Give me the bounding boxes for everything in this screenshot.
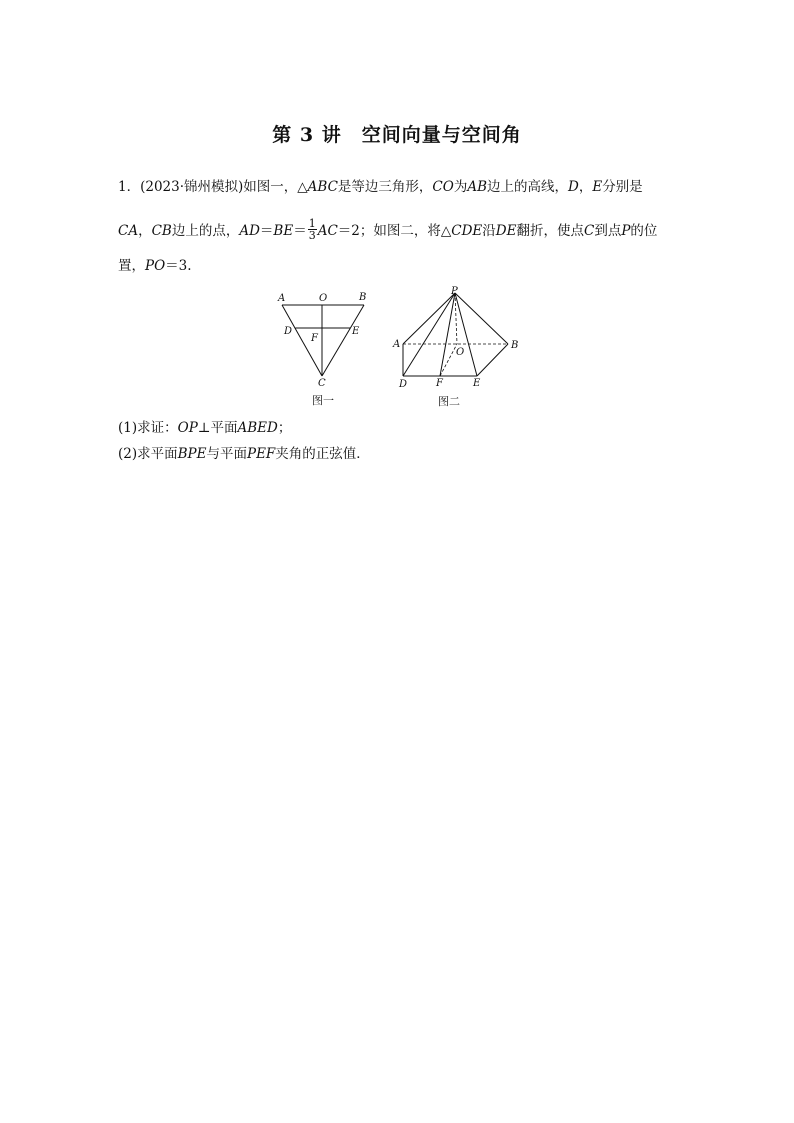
problem-text: 到点 xyxy=(594,223,622,239)
question-text: ； xyxy=(277,420,292,436)
question-text: 夹角的正弦值． xyxy=(275,446,370,462)
problem-text: 为 xyxy=(453,179,468,195)
label-d: D xyxy=(284,326,293,337)
problem-text: ， xyxy=(578,179,593,195)
equals-sign: ＝ xyxy=(293,223,307,239)
problem-text: ＝2；如图二，将△ xyxy=(337,223,452,239)
problem-text: ＝3. xyxy=(165,258,192,274)
problem-text: 分别是 xyxy=(602,179,643,195)
math-c: C xyxy=(583,223,595,239)
segment-eb xyxy=(477,344,508,376)
question-text: ⊥平面 xyxy=(197,420,238,436)
problem-text: ， xyxy=(138,223,152,239)
fraction-one-third xyxy=(308,218,317,241)
figure-2 xyxy=(388,284,528,414)
label-o: O xyxy=(456,347,465,358)
math-ac: AC xyxy=(317,223,338,239)
math-ca: CA xyxy=(118,223,139,239)
label-o: O xyxy=(319,293,328,304)
question-text: (2)求平面 xyxy=(118,446,178,462)
segment-pb xyxy=(455,293,508,344)
label-b: B xyxy=(359,292,367,303)
page-title: 第 3 讲 空间向量与空间角 xyxy=(272,124,522,146)
question-1 xyxy=(118,418,291,438)
label-d: D xyxy=(399,379,408,390)
label-f: F xyxy=(436,378,443,389)
label-e: E xyxy=(352,326,360,337)
math-op: OP xyxy=(177,420,198,436)
label-a: A xyxy=(278,293,286,304)
math-d: D xyxy=(568,179,579,195)
problem-text: 边上的点， xyxy=(171,223,240,239)
problem-source: (2023·锦州模拟) xyxy=(140,179,244,195)
problem-text: 置， xyxy=(118,258,145,274)
math-ab: AB xyxy=(467,179,487,195)
problem-text: 如图一，△ xyxy=(243,179,308,195)
question-text: 与平面 xyxy=(206,446,247,462)
equals-sign: ＝ xyxy=(259,223,274,239)
segment-bc xyxy=(322,305,364,376)
problem-line-3 xyxy=(118,256,192,276)
problem-line-1 xyxy=(118,177,643,197)
question-text: (1)求证： xyxy=(118,420,178,436)
segment-pe xyxy=(455,293,477,376)
fraction-denominator: 3 xyxy=(308,229,316,242)
math-ad: AD xyxy=(239,223,260,239)
math-p: P xyxy=(621,223,631,239)
figure-2-caption: 图二 xyxy=(438,395,460,408)
math-pef: PEF xyxy=(246,446,276,462)
problem-text: 边上的高线， xyxy=(487,179,568,195)
problem-text: 沿 xyxy=(482,223,496,239)
math-bpe: BPE xyxy=(177,446,207,462)
problem-text: 的位 xyxy=(630,223,658,239)
math-co: CO xyxy=(432,179,454,195)
problem-text: 是等边三角形， xyxy=(337,179,433,195)
label-e: E xyxy=(473,378,481,389)
math-abc: ABC xyxy=(307,179,338,195)
fraction-numerator: 1 xyxy=(308,217,316,230)
math-e: E xyxy=(592,179,603,195)
math-po: PO xyxy=(145,258,166,274)
label-c: C xyxy=(318,378,326,389)
question-2 xyxy=(118,444,370,464)
problem-line-2 xyxy=(118,217,658,243)
label-p: P xyxy=(451,286,458,297)
math-abed: ABED xyxy=(237,420,278,436)
problem-text: 翻折，使点 xyxy=(516,223,584,239)
figure-1 xyxy=(270,288,380,413)
label-a: A xyxy=(393,339,401,350)
figure-1-caption: 图一 xyxy=(312,394,334,407)
math-de: DE xyxy=(495,223,517,239)
label-f: F xyxy=(311,333,318,344)
problem-number: 1． xyxy=(118,179,141,195)
math-cde: CDE xyxy=(451,223,483,239)
label-b: B xyxy=(511,340,519,351)
math-be: BE xyxy=(273,223,294,239)
math-cb: CB xyxy=(151,223,172,239)
